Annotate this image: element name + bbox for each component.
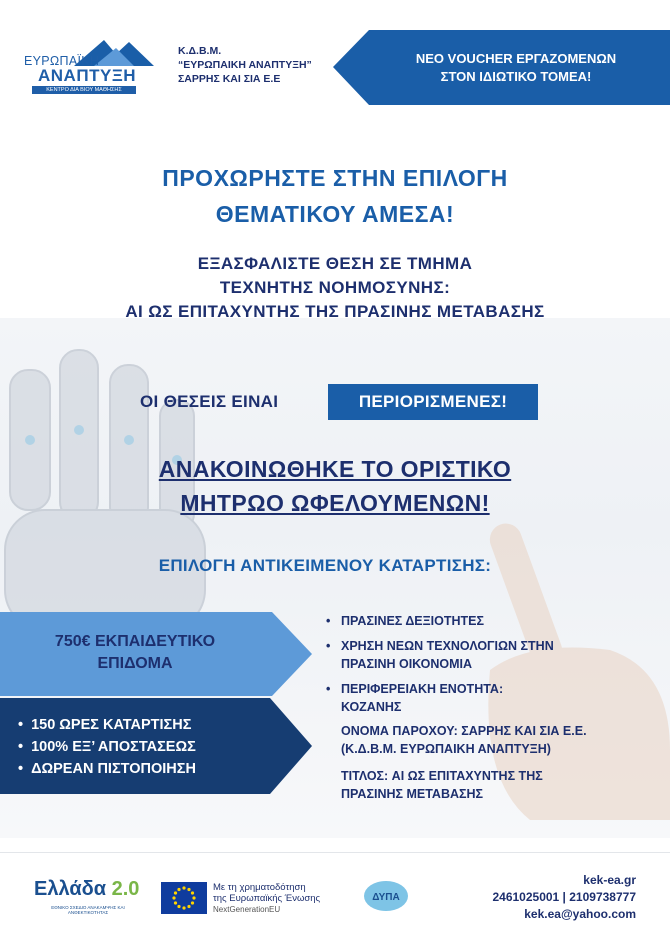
detail-item [326,637,554,673]
voucher-line: ΝΕΟ VOUCHER ΕΡΓΑΖΟΜΕΝΩΝ [415,51,617,66]
feature-item: • 150 ΩΡΕΣ ΚΑΤΑΡΤΙΣΗΣ [18,714,196,736]
announce-line: ΜΗΤΡΩΟ ΩΦΕΛΟΥΜΕΝΩΝ! [180,490,490,516]
voucher-banner [333,30,670,105]
detail-line: • ΧΡΗΣΗ ΝΕΩΝ ΤΕΧΝΟΛΟΓΙΩΝ ΣΤΗΝ [341,639,554,653]
organization-name [178,44,312,86]
allowance-text [0,631,270,675]
subheadline [0,252,670,324]
limited-seats-row [0,384,670,420]
ellada-word: Ελλάδα [34,878,107,900]
subhead-line: AI ΩΣ ΕΠΙΤΑΧΥΝΤΗΣ ΤΗΣ ΠΡΑΣΙΝΗΣ ΜΕΤΑΒΑΣΗΣ [125,302,545,321]
ellada-subtitle: ΕΘΝΙΚΟ ΣΧΕΔΙΟ ΑΝΑΚΑΜΨΗΣ ΚΑΙ ΑΝΘΕΚΤΙΚΟΤΗΤΑΣ [51,905,125,915]
feature-item: • ΔΩΡΕΑΝ ΠΙΣΤΟΠΟΙΗΣΗ [18,758,196,780]
ellada-number: 2.0 [111,878,140,900]
detail-line: ΠΡΑΣΙΝΗ ΟΙΚΟΝΟΜΙΑ [341,657,472,671]
announce-line: ΑΝΑΚΟΙΝΩΘΗΚΕ ΤΟ ΟΡΙΣΤΙΚΟ [158,456,512,482]
email-link[interactable]: kek.ea@yahoo.com [524,907,636,921]
ellada-logo [34,878,139,901]
logo-strip-text: ΚΕΝΤΡΟ ΔΙΑ ΒΙΟΥ ΜΑΘΗΣΗΣ [32,86,136,94]
eu-flag-icon [161,882,207,914]
website-link[interactable]: kek-ea.gr [583,873,636,887]
feature-item: • 100% ΕΞ’ ΑΠΟΣΤΑΣΕΩΣ [18,736,196,758]
org-line: Κ.Δ.Β.Μ. [178,45,222,57]
detail-line: • ΠΕΡΙΦΕΡΕΙΑΚΗ ΕΝΟΤΗΤΑ: [341,682,504,696]
org-line: “ΕΥΡΩΠΑΙΚΗ ΑΝΑΠΤΥΞΗ” [178,59,312,71]
features-list [18,714,196,780]
allowance-line: 750€ ΕΚΠΑΙΔΕΥΤΙΚΟ [54,633,216,650]
detail-line: ΚΟΖΑΝΗΣ [341,700,402,714]
limited-badge: ΠΕΡΙΟΡΙΣΜΕΝΕΣ! [328,384,538,420]
eu-line: Με τη χρηματοδότηση [213,882,306,893]
detail-item [326,612,554,630]
voucher-line: ΣΤΟΝ ΙΔΙΩΤΙΚΟ ΤΟΜΕΑ! [440,69,592,84]
details-list [326,612,554,723]
detail-item [326,680,554,716]
title-line: ΠΡΑΣΙΝΗΣ ΜΕΤΑΒΑΣΗΣ [341,787,484,801]
headline-line: ΘΕΜΑΤΙΚΟΥ ΑΜΕΣΑ! [215,201,455,227]
allowance-line: ΕΠΙΔΟΜΑ [97,655,173,672]
provider-info [341,722,587,758]
phone-numbers: 2461025001 | 2109738777 [492,890,636,904]
org-line: ΣΑΡΡΗΣ ΚΑΙ ΣΙΑ Ε.Ε [178,73,281,85]
limited-text: ΟΙ ΘΕΣΕΙΣ ΕΙΝΑΙ [140,392,279,411]
eu-line: της Ευρωπαϊκής Ένωσης [213,893,321,904]
voucher-text [371,50,661,86]
title-line: ΤΙΤΛΟΣ: AI ΩΣ ΕΠΙΤΑΧΥΝΤΗΣ ΤΗΣ [341,769,543,783]
ea-logo [24,36,154,92]
subhead-line: ΕΞΑΣΦΑΛΙΣΤΕ ΘΕΣΗ ΣΕ ΤΜΗΜΑ [197,254,473,273]
logo-top-text: ΕΥΡΩΠΑΪΚΗ [24,54,100,68]
headline-line: ΠΡΟΧΩΡΗΣΤΕ ΣΤΗΝ ΕΠΙΛΟΓΗ [162,165,508,191]
provider-line: ΟΝΟΜΑ ΠΑΡΟΧΟΥ: ΣΑΡΡΗΣ ΚΑΙ ΣΙΑ Ε.Ε. [341,724,587,738]
eu-small: NextGenerationEU [213,905,281,914]
title-info [341,767,543,803]
dypa-label: ΔΥΠΑ [372,892,400,903]
contact-info [492,872,636,923]
footer-divider [0,852,670,853]
dypa-logo [362,879,410,913]
selection-title: ΕΠΙΛΟΓΗ ΑΝΤΙΚΕΙΜΕΝΟΥ ΚΑΤΑΡΤΙΣΗΣ: [158,556,492,575]
announcement [0,452,670,520]
detail-line: • ΠΡΑΣΙΝΕΣ ΔΕΞΙΟΤΗΤΕΣ [341,614,485,628]
main-headline [0,160,670,232]
provider-line: (Κ.Δ.Β.Μ. ΕΥΡΩΠΑΙΚΗ ΑΝΑΠΤΥΞΗ) [341,742,551,756]
eu-funding-text [213,882,320,915]
logo-main-text: ΑΝΑΠΤΥΞΗ [38,66,137,85]
subhead-line: ΤΕΧΝΗΤΗΣ ΝΟΗΜΟΣΥΝΗΣ: [219,278,451,297]
